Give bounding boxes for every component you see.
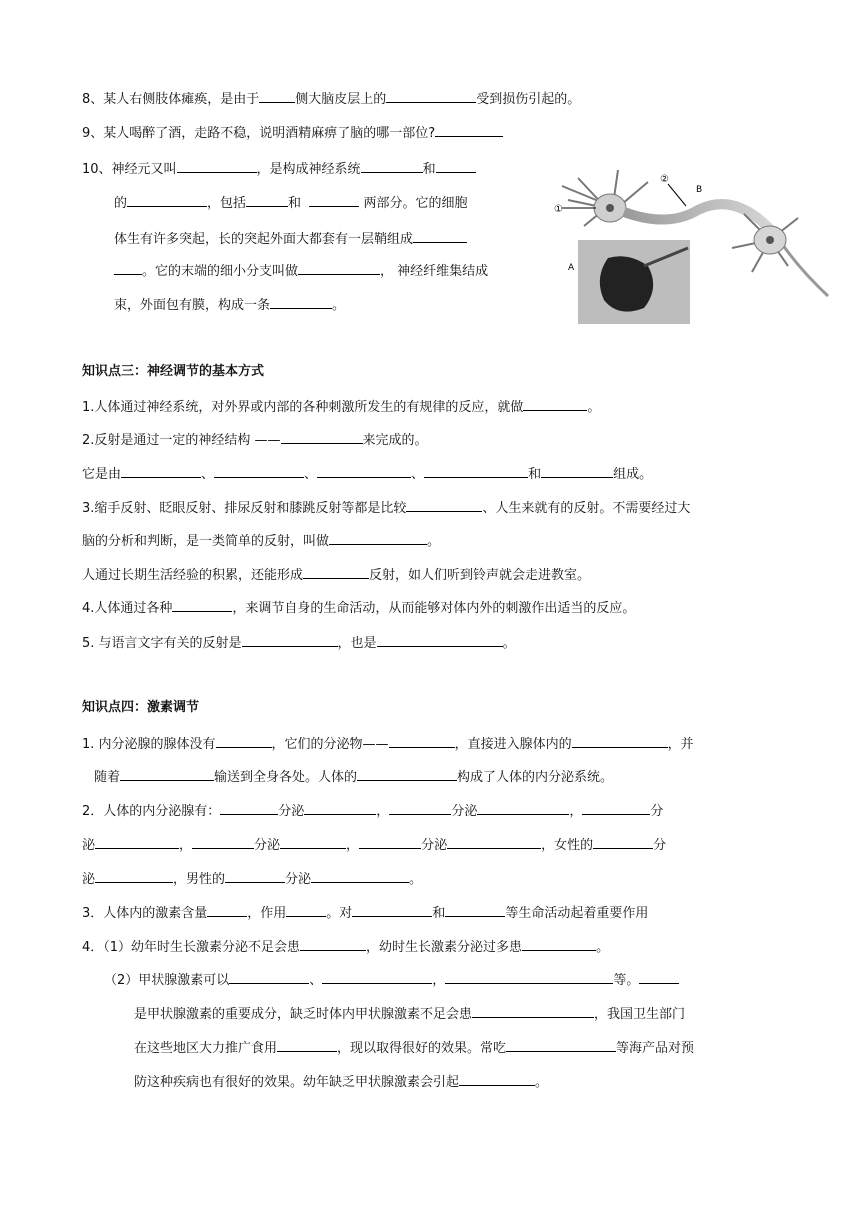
s4-text: ，并: [667, 737, 694, 752]
s4-q3: [82, 902, 648, 924]
blank[interactable]: [229, 969, 309, 984]
figure-label-2: ②: [660, 174, 669, 185]
s3-text: 反射，如人们听到铃声就会走进教室。: [369, 568, 591, 583]
blank[interactable]: [95, 834, 179, 849]
s3-q2: [82, 429, 428, 451]
s3-q1: [82, 396, 600, 418]
q8-text: 侧大脑皮层上的: [295, 92, 387, 107]
axon-terminal: [778, 238, 828, 296]
s4-text: ，: [432, 973, 446, 988]
blank[interactable]: [352, 902, 432, 917]
blank[interactable]: [435, 122, 503, 137]
q8-line: [82, 88, 580, 110]
figure-label-b: B: [696, 185, 703, 195]
s3-text: 。: [587, 400, 601, 415]
blank[interactable]: [286, 902, 326, 917]
blank[interactable]: [192, 834, 254, 849]
s3-text: ，来调节自身的生命活动，从而能够对体内外的刺激作出适当的反应。: [232, 601, 636, 616]
s4-text: ，: [569, 804, 583, 819]
s4-text: 。: [409, 872, 423, 887]
blank[interactable]: [242, 632, 338, 647]
s4-text: 随着: [94, 770, 121, 785]
blank[interactable]: [277, 1037, 337, 1052]
label-leader-2: [668, 184, 686, 206]
s3-q4: [82, 597, 635, 619]
s3-q3: [82, 497, 690, 519]
s3-text: 。: [502, 636, 516, 651]
s4-text: 3．人体内的激素含量: [82, 906, 208, 921]
blank[interactable]: [377, 632, 503, 647]
s4-text: 分泌: [421, 838, 448, 853]
q10-text: ，包括: [207, 196, 247, 211]
q10-text: 体生有许多突起，长的突起外面大都套有一层鞘组成: [114, 232, 414, 247]
nucleus-left: [606, 204, 614, 212]
q10-line-3: [114, 228, 467, 250]
blank[interactable]: [259, 88, 295, 103]
blank[interactable]: [582, 800, 650, 815]
blank[interactable]: [317, 463, 411, 478]
s3-text: 它是由: [82, 467, 122, 482]
s4-text: 、: [309, 973, 323, 988]
s4-q2: [82, 800, 663, 822]
q10-text: 。: [332, 298, 346, 313]
s4-text: ，: [376, 804, 390, 819]
q10-line-2: [114, 192, 467, 214]
s4-text: 2．人体的内分泌腺有：: [82, 804, 221, 819]
s4-text: 等海产品对预: [616, 1041, 695, 1056]
s4-text: ，女性的: [541, 838, 594, 853]
q8-text: 受到损伤引起的。: [476, 92, 581, 107]
s4-q1-cont: [94, 766, 613, 788]
q10-line-4: [114, 260, 488, 282]
q10-text: 和: [288, 196, 302, 211]
section-3-heading: 知识点三：神经调节的基本方式: [82, 364, 265, 379]
q9-text: 9、某人喝醉了酒，走路不稳，说明酒精麻痹了脑的哪一部位?: [82, 126, 436, 141]
blank[interactable]: [523, 396, 587, 411]
blank[interactable]: [172, 597, 232, 612]
s4-q4: [82, 936, 609, 958]
blank[interactable]: [406, 497, 482, 512]
blank[interactable]: [95, 868, 173, 883]
s4-text: 和: [432, 906, 446, 921]
s4-q4-2-cont3: [134, 1071, 548, 1093]
s4-text: 在这些地区大力推广食用: [134, 1041, 278, 1056]
s4-text: 分泌: [278, 804, 305, 819]
figure-label-1: ①: [554, 204, 563, 215]
blank[interactable]: [127, 192, 207, 207]
s3-text: 4.人体通过各种: [82, 601, 173, 616]
s3-q3-cont2: [82, 564, 590, 586]
s4-text: （2）甲状腺激素可以: [104, 973, 230, 988]
s4-text: 分泌: [451, 804, 478, 819]
s4-q2-cont: [82, 834, 666, 856]
section-4-heading: 知识点四：激素调节: [82, 700, 200, 715]
blank[interactable]: [386, 88, 476, 103]
blank[interactable]: [447, 834, 541, 849]
s4-text: 分: [650, 804, 664, 819]
neuron-figure: [548, 168, 830, 328]
blank[interactable]: [121, 463, 201, 478]
blank[interactable]: [389, 733, 455, 748]
blank[interactable]: [298, 260, 380, 275]
blank[interactable]: [389, 800, 451, 815]
s4-text: 构成了人体的内分泌系统。: [457, 770, 614, 785]
q10-text: ，是构成神经系统: [256, 162, 361, 177]
s4-q4-2-cont2: [134, 1037, 694, 1059]
s4-text: ，: [179, 838, 193, 853]
blank[interactable]: [225, 868, 285, 883]
s3-text: 。: [427, 534, 441, 549]
s4-text: 泌: [82, 838, 96, 853]
q8-text: 8、某人右侧肢体瘫痪，是由于: [82, 92, 260, 107]
blank[interactable]: [413, 228, 467, 243]
s4-text: 。: [596, 940, 610, 955]
s4-text: ，幼时生长激素分泌过多患: [366, 940, 523, 955]
s4-text: ，: [346, 838, 360, 853]
s3-text: 2.反射是通过一定的神经结构 ——: [82, 433, 281, 448]
blank[interactable]: [304, 800, 376, 815]
blank[interactable]: [459, 1071, 535, 1086]
s4-text: 。对: [326, 906, 353, 921]
blank[interactable]: [436, 158, 476, 173]
blank[interactable]: [309, 192, 359, 207]
s3-text: 1.人体通过神经系统，对外界或内部的各种刺激所发生的有规律的反应，就做: [82, 400, 524, 415]
s4-q4-2-cont: [134, 1003, 685, 1025]
blank[interactable]: [246, 192, 288, 207]
s4-text: 输送到全身各处。人体的: [214, 770, 358, 785]
s4-q2-cont2: [82, 868, 422, 890]
blank[interactable]: [114, 260, 142, 275]
q10-text: 束，外面包有膜，构成一条: [114, 298, 271, 313]
blank[interactable]: [506, 1037, 616, 1052]
s4-text: ，作用: [247, 906, 287, 921]
s4-text: ，它们的分泌物——: [271, 737, 389, 752]
s3-text: 、: [201, 467, 215, 482]
blank[interactable]: [280, 834, 346, 849]
s3-text: 5. 与语言文字有关的反射是: [82, 636, 242, 651]
s3-text: 、: [411, 467, 425, 482]
s4-text: 防这种疾病也有很好的效果。幼年缺乏甲状腺激素会引起: [134, 1075, 460, 1090]
axon: [624, 204, 778, 238]
blank[interactable]: [177, 158, 257, 173]
q10-line-1: [82, 158, 476, 180]
blank[interactable]: [329, 530, 427, 545]
s3-text: 组成。: [613, 467, 653, 482]
s4-text: ，现以取得很好的效果。常吃: [337, 1041, 507, 1056]
nucleus-right: [766, 236, 774, 244]
s3-text: 人通过长期生活经验的积累，还能形成: [82, 568, 304, 583]
blank[interactable]: [207, 902, 247, 917]
s4-text: 分泌: [254, 838, 281, 853]
s3-text: 脑的分析和判断，是一类简单的反射，叫做: [82, 534, 330, 549]
s4-text: 等生命活动起着重要作用: [505, 906, 649, 921]
s4-text: 等。: [613, 973, 640, 988]
blank[interactable]: [445, 902, 505, 917]
blank[interactable]: [311, 868, 409, 883]
s4-text: 4．（1）幼年时生长激素分泌不足会患: [82, 940, 301, 955]
q10-line-5: [114, 294, 345, 316]
figure-label-a: A: [568, 263, 575, 273]
s3-text: 、人生来就有的反射。不需要经过大: [482, 501, 691, 516]
s3-text: 3.缩手反射、眨眼反射、排尿反射和膝跳反射等都是比较: [82, 501, 407, 516]
blank[interactable]: [361, 158, 423, 173]
q9-line: [82, 122, 503, 144]
q10-text: 和: [422, 162, 436, 177]
blank[interactable]: [303, 564, 369, 579]
q10-text: 10、神经元又叫: [82, 162, 177, 177]
blank[interactable]: [522, 936, 596, 951]
s4-text: ，直接进入腺体内的: [454, 737, 572, 752]
blank[interactable]: [281, 429, 363, 444]
s3-q2-parts: [82, 463, 652, 485]
q10-text: ， 神经纤维集结成: [380, 264, 489, 279]
s4-text: 分: [653, 838, 667, 853]
q10-text: 。它的末端的细小分支叫做: [142, 264, 299, 279]
blank[interactable]: [572, 733, 668, 748]
s4-text: 分泌: [285, 872, 312, 887]
blank[interactable]: [214, 463, 304, 478]
s4-text: 。: [535, 1075, 549, 1090]
s4-text: 是甲状腺激素的重要成分，缺乏时体内甲状腺激素不足会患: [134, 1007, 473, 1022]
blank[interactable]: [424, 463, 528, 478]
s4-text: 泌: [82, 872, 96, 887]
blank[interactable]: [472, 1003, 594, 1018]
blank[interactable]: [593, 834, 653, 849]
s4-text: 1. 内分泌腺的腺体没有: [82, 737, 216, 752]
blank[interactable]: [300, 936, 366, 951]
s3-text: 、: [304, 467, 318, 482]
blank[interactable]: [477, 800, 569, 815]
s3-text: 和: [528, 467, 542, 482]
blank[interactable]: [639, 969, 679, 984]
blank[interactable]: [216, 733, 272, 748]
s3-q5: [82, 632, 516, 654]
s3-text: 来完成的。: [362, 433, 428, 448]
blank[interactable]: [359, 834, 421, 849]
s3-q3-cont: [82, 530, 440, 552]
blank[interactable]: [220, 800, 278, 815]
s4-q1: [82, 733, 694, 755]
s4-text: ，男性的: [173, 872, 226, 887]
blank[interactable]: [120, 766, 214, 781]
blank[interactable]: [445, 969, 613, 984]
s3-text: ，也是: [337, 636, 377, 651]
q10-text: 的: [114, 196, 128, 211]
blank[interactable]: [270, 294, 332, 309]
blank[interactable]: [541, 463, 613, 478]
blank[interactable]: [322, 969, 432, 984]
s4-text: ，我国卫生部门: [594, 1007, 686, 1022]
blank[interactable]: [357, 766, 457, 781]
q10-text: 两部分。它的细胞: [363, 196, 468, 211]
s4-q4-2: [104, 969, 679, 991]
